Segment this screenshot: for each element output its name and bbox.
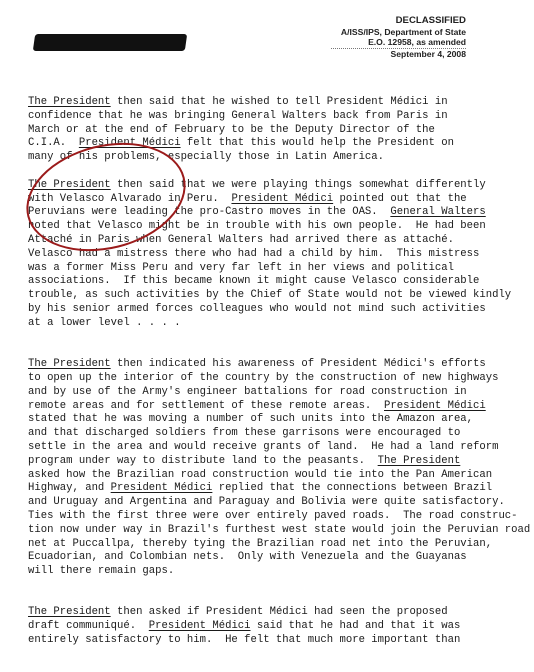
text-line — [28, 551, 528, 565]
text-line — [28, 634, 528, 648]
declassification-stamp — [331, 16, 466, 59]
document-body — [28, 96, 531, 662]
underlined-name: The President — [28, 358, 111, 371]
text-line — [28, 413, 528, 427]
text-segment: Ties with the first three were over entirely paved roads. The road construc- — [28, 509, 518, 522]
text-line — [28, 193, 528, 207]
underlined-name: The President — [28, 178, 111, 191]
text-line — [28, 358, 528, 372]
text-line — [28, 234, 528, 248]
text-segment: many of his problems, especially those in Latin America. — [28, 151, 385, 164]
text-segment: then asked if President Médici had seen the proposed — [110, 606, 448, 619]
text-segment: remote areas and for settlement of these remote areas. — [28, 399, 385, 412]
text-segment: asked how the Brazilian road construction would tie into the Pan American — [28, 468, 493, 481]
text-segment: Ecuadorian, and Colombian nets. Only with Venezuela and the Guayanas — [28, 551, 467, 564]
underlined-name: President Médici — [148, 620, 251, 633]
text-line — [28, 206, 528, 220]
underlined-name: President Médici — [78, 137, 181, 150]
underlined-name: President Médici — [384, 399, 486, 412]
text-segment: then said that he wished to tell President Médici in — [110, 96, 448, 108]
text-line — [28, 124, 528, 138]
text-line — [28, 151, 528, 165]
text-segment: entirely satisfactory to him. He felt that much more important than — [28, 634, 461, 647]
text-line — [28, 137, 528, 151]
text-line — [28, 441, 528, 455]
text-line — [28, 482, 528, 496]
text-line — [28, 455, 528, 469]
text-line — [28, 538, 528, 552]
underlined-name: President Médici — [110, 482, 213, 495]
underlined-name: President Médici — [231, 192, 334, 205]
underlined-name: General Walters — [390, 206, 486, 219]
text-segment: C.I.A. — [28, 137, 79, 150]
underlined-name: The President — [377, 454, 461, 467]
text-segment: at a lower level . . . . — [28, 316, 181, 329]
text-line — [28, 262, 528, 276]
text-line — [28, 400, 528, 414]
text-line — [28, 289, 528, 303]
text-line — [28, 386, 528, 400]
text-line — [28, 606, 528, 620]
text-segment: noted that Velasco might be in trouble with his own people. He had been — [28, 220, 486, 233]
text-line — [28, 510, 528, 524]
text-segment: settle in the area and would receive grants of land. He had a land reform — [28, 440, 499, 453]
text-segment: stated that he was moving a number of such units into the Amazon area, — [28, 413, 474, 426]
text-segment: replied that the connections between Brazil — [212, 482, 493, 495]
paragraph — [28, 606, 528, 647]
text-segment: Peruvians were leading the pro-Castro moves in the OAS. — [28, 206, 391, 219]
text-segment: program under way to distribute land to the peasants. — [28, 454, 378, 467]
paragraph — [28, 96, 528, 165]
stamp-line-date: September 4, 2008 — [331, 48, 466, 60]
paragraph — [28, 358, 531, 579]
text-line — [28, 275, 528, 289]
text-segment: by his senior armed forces colleagues who would not mind such activities — [28, 302, 486, 315]
text-segment: trouble, as such activities by the Chief of State would not be viewed kindly — [28, 289, 512, 302]
text-segment: Highway, and — [28, 482, 111, 495]
text-line — [28, 303, 528, 317]
text-segment: will there remain gaps. — [28, 565, 175, 578]
text-segment: confidence that he was bringing General Walters back from Paris in — [28, 109, 448, 122]
text-line — [28, 469, 528, 483]
text-segment: said that he had and that it was — [250, 620, 461, 633]
text-segment: then said that we were playing things somewhat differently — [110, 178, 486, 191]
text-line — [28, 620, 528, 634]
underlined-name: The President — [28, 606, 111, 619]
text-segment: then indicated his awareness of President Médici's efforts — [110, 358, 486, 371]
text-segment: and that discharged soldiers from these garrisons were encouraged to — [28, 427, 461, 440]
text-line — [28, 523, 531, 538]
text-segment: pointed out that the — [333, 192, 467, 205]
paragraph — [28, 179, 528, 331]
text-line — [28, 565, 528, 579]
text-line — [28, 220, 528, 234]
text-line — [28, 317, 528, 331]
text-line — [28, 96, 528, 110]
text-segment: and by use of the Army's engineer battalions for road construction in — [28, 385, 467, 398]
text-line — [28, 496, 528, 510]
text-segment: to open up the interior of the country by the construction of new highways — [28, 371, 499, 384]
text-line — [28, 110, 528, 124]
stamp-line-declassified: DECLASSIFIED — [395, 15, 466, 26]
text-line — [28, 372, 528, 386]
text-segment: and Uruguay and Argentina and Paraguay and Bolivia were quite satisfactory. — [28, 496, 505, 509]
text-line — [28, 248, 528, 262]
text-segment: was a former Miss Peru and very far left in her views and political — [28, 261, 454, 274]
stamp-line-agency: A/ISS/IPS, Department of State — [340, 26, 466, 37]
redaction-bar — [33, 34, 187, 51]
text-segment: associations. If this became known it might cause Velasco considerable — [28, 275, 480, 288]
text-segment: draft communiqué. — [28, 620, 149, 633]
underlined-name: The President — [28, 96, 111, 108]
text-segment: March or at the end of February to be the Deputy Director of the — [28, 123, 435, 136]
text-segment: with Velasco Alvarado in Peru. — [28, 192, 232, 205]
text-line — [28, 179, 528, 193]
stamp-line-order: E.O. 12958, as amended — [368, 37, 466, 47]
text-segment: Velasco had a mistress there who had had a child by him. This mistress — [28, 247, 480, 260]
text-line — [28, 427, 528, 441]
text-segment: net at Puccallpa, thereby tying the Brazilian road net into the Peruvian, — [28, 537, 493, 550]
text-segment: felt that this would help the President on — [180, 137, 454, 150]
text-segment: Attaché in Paris when General Walters had arrived there as attaché. — [28, 233, 454, 246]
text-segment: tion now under way in Brazil's furthest west state would join the Peruvian road — [28, 523, 531, 536]
